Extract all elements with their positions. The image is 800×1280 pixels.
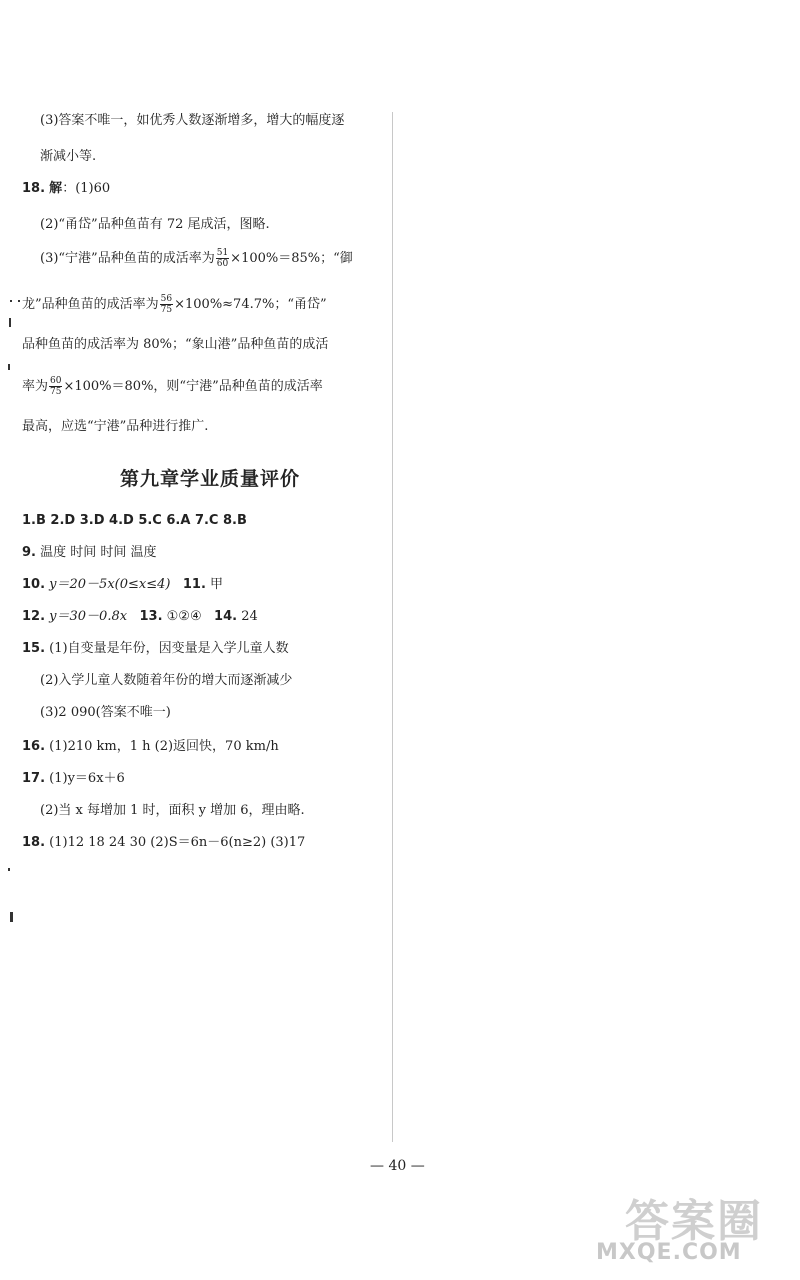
q18-part1 (22, 180, 110, 198)
scan-speck (10, 300, 12, 302)
answer-12-14: 12. y＝30－0.8x 13. ①②④ 14. 24 (22, 609, 258, 624)
scan-speck (9, 318, 11, 327)
fraction: $\frac{56}{75}$ (160, 294, 173, 315)
scan-speck (10, 912, 13, 922)
page-number: — 40 — (370, 1158, 425, 1174)
answer-9: 9. 温度 时间 时间 温度 (22, 545, 157, 560)
watermark-url: MXQE.COM (596, 1240, 742, 1265)
chapter-title: 第九章学业质量评价 (120, 468, 301, 490)
watermark-logo: 答案圈 (625, 1196, 763, 1247)
q18-part3-line3: 品种鱼苗的成活率为 80%；“象山港”品种鱼苗的成活 (22, 337, 329, 352)
q18-part3-line4: 率为 $\frac{60}{75}$ ×100%＝80%，则“宁港”品种鱼苗的成活率 (22, 376, 323, 397)
scan-speck (8, 868, 10, 871)
question-number: 18. (22, 181, 46, 196)
scan-speck (18, 300, 20, 302)
q18-part3-line5: 最高，应选“宁港”品种进行推广. (22, 419, 209, 434)
column-divider (392, 112, 393, 1142)
q18-part1-text: ：(1)60 (62, 181, 111, 196)
answer-17-part2: (2)当 x 每增加 1 时，面积 y 增加 6，理由略. (40, 803, 305, 818)
answer-17-part1: 17. (1)y＝6x＋6 (22, 771, 125, 786)
answer-15-part1: 15. (1)自变量是年份，因变量是入学儿童人数 (22, 641, 289, 656)
scan-speck (8, 364, 10, 370)
answer-16: 16. (1)210 km，1 h (2)返回快，70 km/h (22, 739, 279, 754)
q17-part3-line1: (3)答案不唯一，如优秀人数逐渐增多，增大的幅度逐 (40, 113, 345, 128)
answer-10-11: 10. y＝20－5x(0≤x≤4) 11. 甲 (22, 577, 224, 592)
answer-15-part3: (3)2 090(答案不唯一) (40, 705, 171, 720)
fraction: $\frac{51}{60}$ (216, 248, 229, 269)
solve-label: 解 (49, 181, 63, 196)
fraction: $\frac{60}{75}$ (50, 376, 62, 397)
q17-part3-line2: 渐减小等. (40, 149, 97, 164)
q18-part3-line2: 龙”品种鱼苗的成活率为 $\frac{56}{75}$ ×100%≈74.7%；“甬岱” (22, 294, 327, 315)
answers-1-8: 1.B 2.D 3.D 4.D 5.C 6.A 7.C 8.B (22, 513, 247, 528)
q18-part3-line1: (3)“宁港”品种鱼苗的成活率为 $\frac{51}{60}$ ×100%＝85%；“御 (40, 248, 353, 269)
answer-18: 18. (1)12 18 24 30 (2)S＝6n－6(n≥2) (3)17 (22, 835, 306, 850)
answer-15-part2: (2)入学儿童人数随着年份的增大而逐渐减少 (40, 673, 293, 688)
q18-part2: (2)“甬岱”品种鱼苗有 72 尾成活，图略. (40, 217, 270, 232)
